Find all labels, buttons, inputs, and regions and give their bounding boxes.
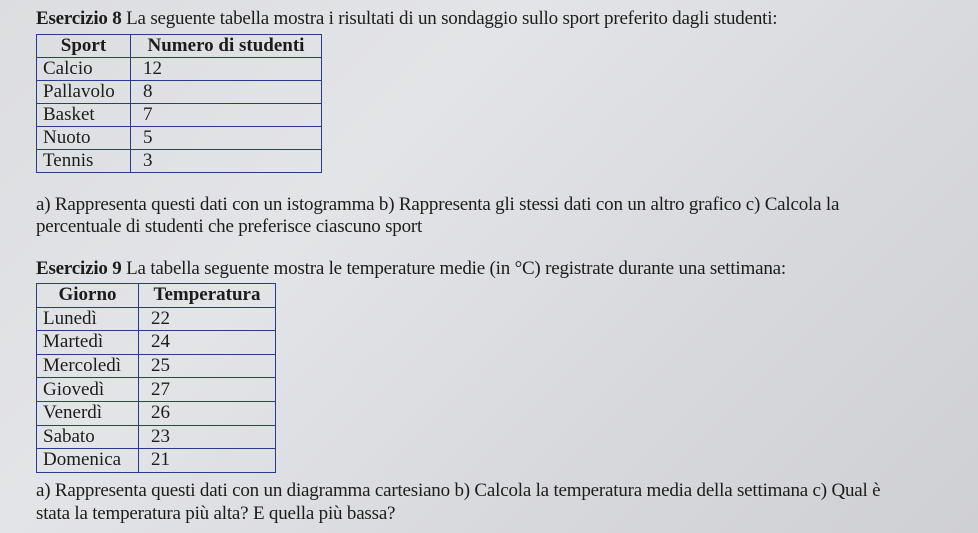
cell-students: 8 — [131, 81, 322, 104]
cell-students: 5 — [131, 127, 322, 150]
exercise-9-intro-text: La tabella seguente mostra le temperature medie (in °C) registrate durante una settimana: — [126, 258, 786, 279]
cell-day: Martedì — [37, 331, 139, 355]
exercise-9-question-line-2: stata la temperatura più alta? E quella più bassa? — [36, 503, 396, 524]
cell-sport: Basket — [37, 104, 131, 127]
table-row — [37, 449, 276, 473]
cell-day: Lunedì — [37, 307, 139, 331]
exercise-8-label: Esercizio 8 — [36, 8, 122, 29]
cell-students: 3 — [131, 150, 322, 173]
sport-table — [36, 34, 322, 173]
cell-temperature: 22 — [139, 307, 276, 331]
exercise-8-question-line-1: a) Rappresenta questi dati con un istogramma b) Rappresenta gli stessi dati con un altro grafico c) Calcola la — [36, 194, 840, 215]
cell-day: Venerdì — [37, 401, 139, 425]
exercise-9-label: Esercizio 9 — [36, 258, 122, 279]
table-row — [37, 331, 276, 355]
cell-sport: Calcio — [37, 58, 131, 81]
column-header-students: Numero di studenti — [131, 35, 322, 58]
table-row — [37, 401, 276, 425]
cell-temperature: 21 — [139, 449, 276, 473]
table-header-row — [37, 35, 322, 58]
cell-temperature: 27 — [139, 378, 276, 402]
exercise-9-question-line-1: a) Rappresenta questi dati con un diagramma cartesiano b) Calcola la temperatura media della settimana c) Qual è — [36, 480, 881, 501]
cell-sport: Pallavolo — [37, 81, 131, 104]
table-header-row — [37, 284, 276, 308]
cell-day: Domenica — [37, 449, 139, 473]
temperature-table — [36, 283, 276, 473]
cell-sport: Nuoto — [37, 127, 131, 150]
column-header-day: Giorno — [37, 284, 139, 308]
table-row — [37, 378, 276, 402]
exercise-8-question-line-2: percentuale di studenti che preferisce ciascuno sport — [36, 216, 423, 237]
cell-day: Giovedì — [37, 378, 139, 402]
table-row — [37, 354, 276, 378]
table-row — [37, 425, 276, 449]
cell-temperature: 24 — [139, 331, 276, 355]
cell-day: Mercoledì — [37, 354, 139, 378]
table-row — [37, 81, 322, 104]
exercise-8-intro — [36, 8, 777, 30]
table-row — [37, 104, 322, 127]
table-row — [37, 127, 322, 150]
table-row — [37, 307, 276, 331]
column-header-temperature: Temperatura — [139, 284, 276, 308]
column-header-sport: Sport — [37, 35, 131, 58]
cell-sport: Tennis — [37, 150, 131, 173]
cell-temperature: 23 — [139, 425, 276, 449]
exercise-9-intro — [36, 258, 786, 280]
cell-day: Sabato — [37, 425, 139, 449]
cell-temperature: 26 — [139, 401, 276, 425]
table-row — [37, 58, 322, 81]
exercise-8-intro-text: La seguente tabella mostra i risultati di un sondaggio sullo sport preferito dagli studenti: — [126, 8, 778, 29]
cell-students: 7 — [131, 104, 322, 127]
cell-students: 12 — [131, 58, 322, 81]
table-row — [37, 150, 322, 173]
cell-temperature: 25 — [139, 354, 276, 378]
